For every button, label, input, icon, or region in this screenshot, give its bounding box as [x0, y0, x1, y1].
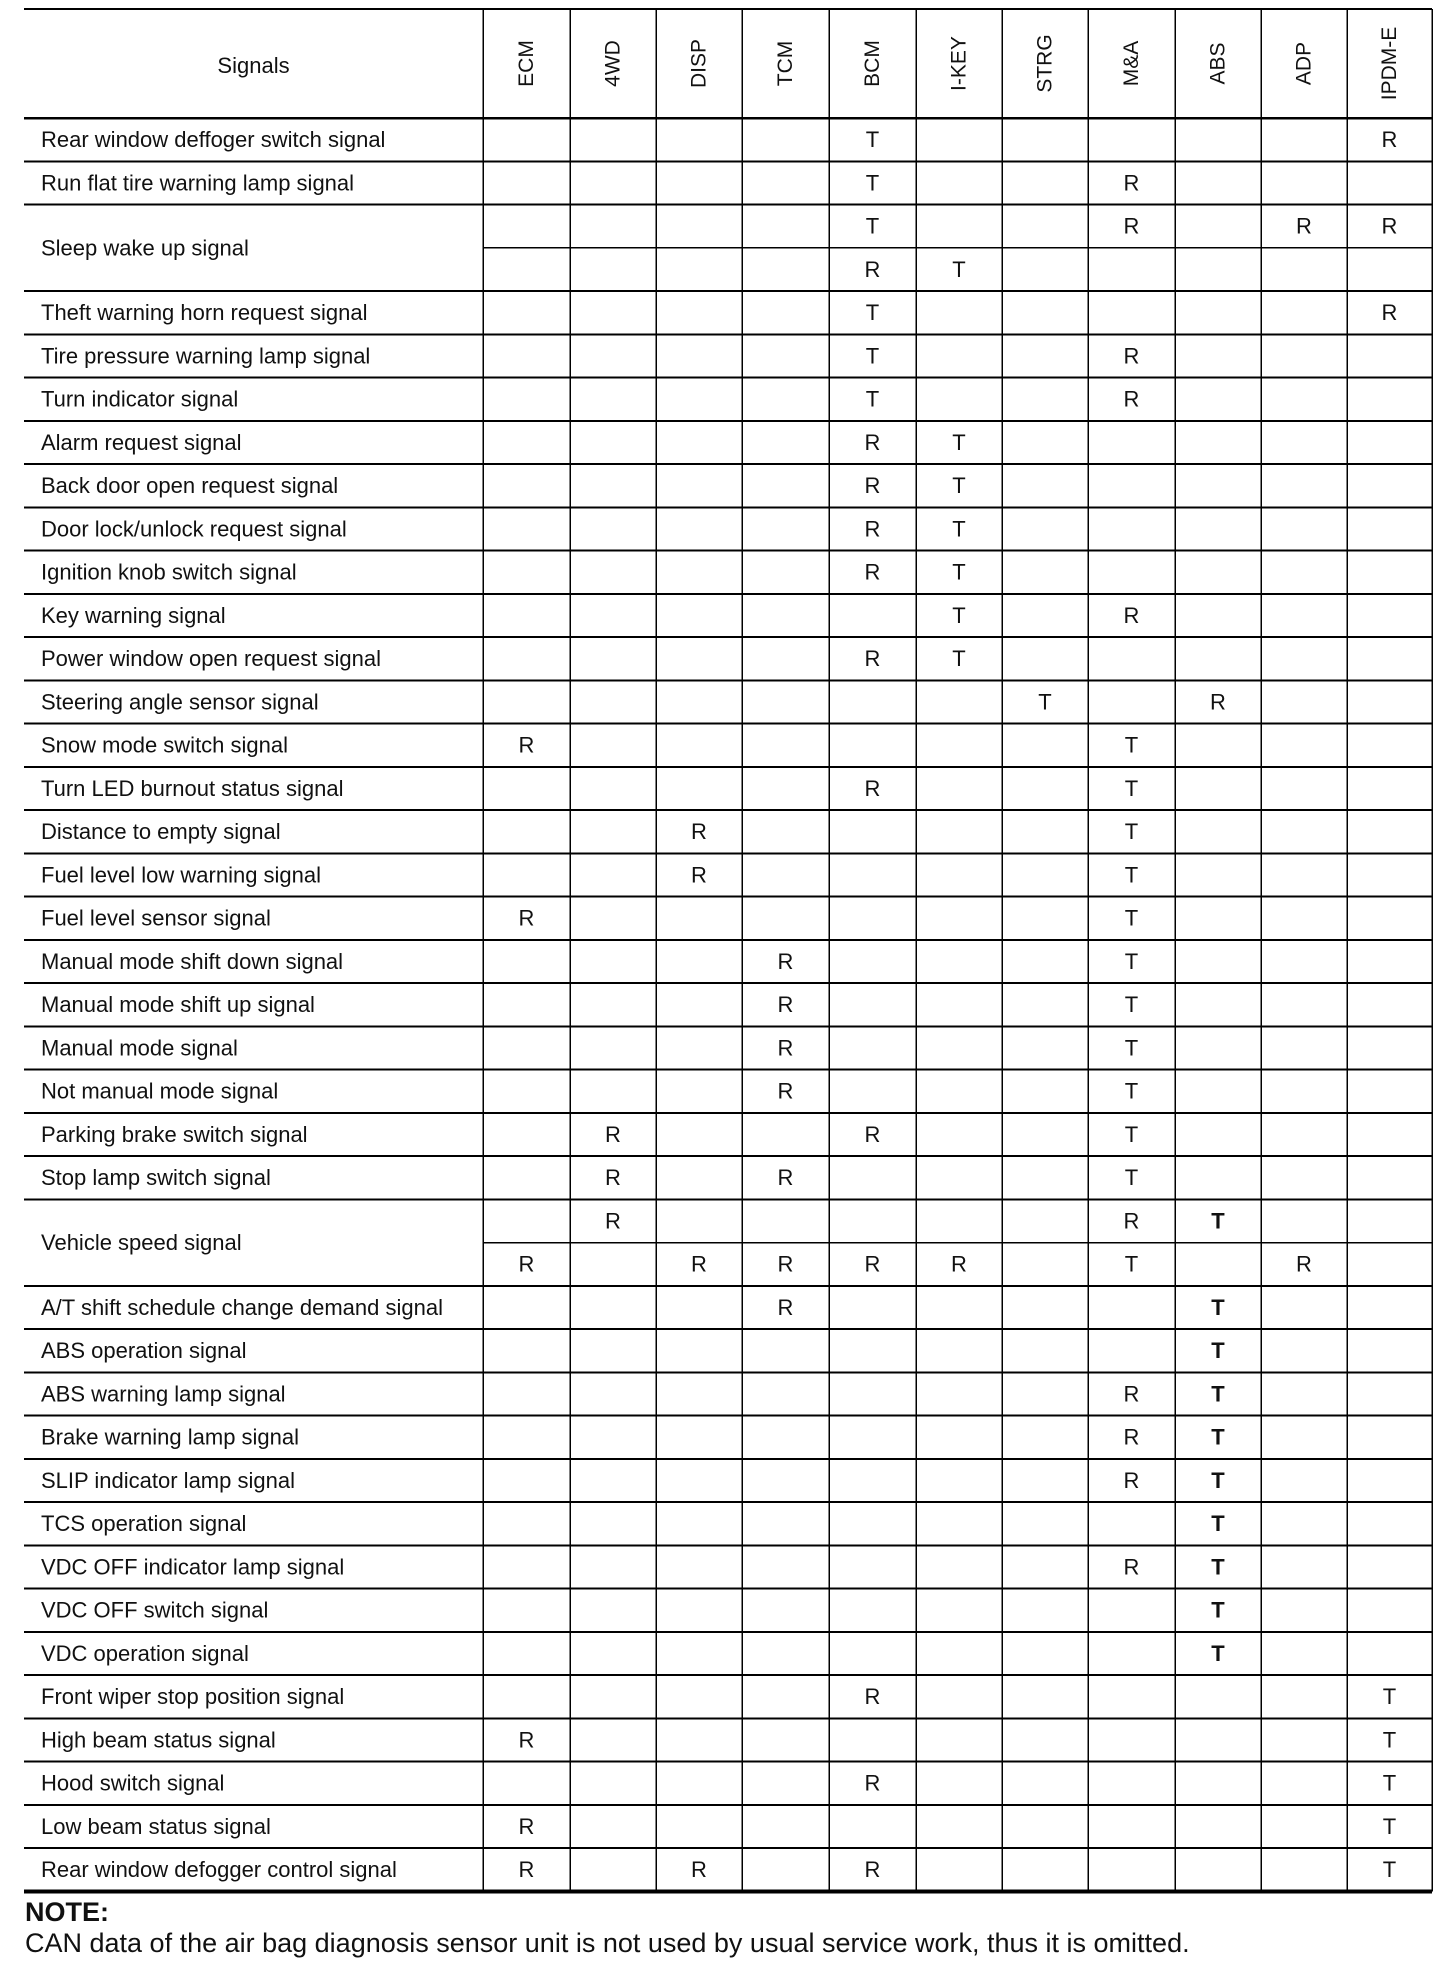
- signal-label: Back door open request signal: [41, 473, 339, 499]
- cell-ecm: R: [518, 1727, 535, 1753]
- cell-bcm: R: [864, 1770, 881, 1796]
- note-section: [25, 1897, 1445, 1959]
- cell-abs: T: [1211, 1381, 1225, 1407]
- cell-ecm: R: [518, 1813, 535, 1839]
- signal-label: Turn indicator signal: [41, 386, 239, 412]
- cell-4wd: R: [605, 1121, 621, 1147]
- header-col-bcm: BCM: [861, 40, 884, 87]
- header-col-strg: STRG: [1033, 34, 1057, 93]
- signal-label: Not manual mode signal: [41, 1078, 279, 1104]
- cell-bcm: T: [865, 300, 880, 326]
- cell-adp: R: [1296, 213, 1312, 239]
- signal-label: Run flat tire warning lamp signal: [41, 170, 355, 196]
- cell-tcm: R: [777, 992, 794, 1018]
- signal-label: Rear window defogger control signal: [41, 1857, 397, 1883]
- signal-label: Door lock/unlock request signal: [41, 516, 347, 542]
- signal-label: Low beam status signal: [41, 1813, 271, 1839]
- cell-abs: R: [1210, 689, 1226, 715]
- signal-label: Fuel level sensor signal: [41, 905, 271, 931]
- signal-label: Power window open request signal: [41, 646, 381, 672]
- signal-label: VDC OFF indicator lamp signal: [41, 1554, 345, 1580]
- cell-ipdm-e: T: [1382, 1727, 1397, 1753]
- cell-abs: T: [1211, 1208, 1225, 1234]
- header-col-disp: DISP: [687, 38, 711, 89]
- cell-i-key: T: [952, 646, 966, 672]
- cell-m-a: T: [1124, 905, 1139, 931]
- header-col-i-key: I-KEY: [947, 36, 971, 91]
- cell-m-a: T: [1124, 862, 1139, 888]
- cell-bcm: R: [864, 473, 881, 499]
- signal-label: A/T shift schedule change demand signal: [41, 1294, 443, 1320]
- cell-i-key: T: [952, 516, 966, 542]
- signal-label: Sleep wake up signal: [41, 235, 249, 261]
- cell-ecm: R: [518, 1857, 535, 1883]
- signal-label: Key warning signal: [41, 602, 226, 628]
- cell-abs: T: [1211, 1511, 1225, 1537]
- signal-label: ABS operation signal: [41, 1338, 247, 1364]
- cell-disp: R: [691, 1857, 707, 1883]
- cell-4wd: R: [605, 1165, 621, 1191]
- cell-i-key: T: [952, 429, 966, 455]
- cell-i-key: T: [952, 256, 966, 282]
- cell-tcm: R: [777, 1035, 794, 1061]
- cell-m-a: T: [1124, 992, 1139, 1018]
- cell-tcm: R: [777, 1251, 794, 1277]
- signal-label: VDC OFF switch signal: [41, 1597, 269, 1623]
- signal-label: Brake warning lamp signal: [41, 1424, 300, 1450]
- cell-abs: T: [1211, 1554, 1225, 1580]
- header-col-m-a: M&A: [1120, 40, 1143, 87]
- cell-bcm: R: [864, 1857, 881, 1883]
- cell-tcm: R: [777, 948, 794, 974]
- signal-label: Rear window deffoger switch signal: [41, 127, 386, 153]
- cell-m-a: R: [1123, 213, 1140, 239]
- note-title: NOTE:: [25, 1897, 109, 1927]
- cell-m-a: R: [1123, 1424, 1140, 1450]
- cell-m-a: T: [1124, 1165, 1139, 1191]
- signal-label: Hood switch signal: [41, 1770, 225, 1796]
- cell-i-key: T: [952, 602, 966, 628]
- cell-m-a: T: [1124, 1078, 1139, 1104]
- cell-ipdm-e: T: [1382, 1813, 1397, 1839]
- signal-label: ABS warning lamp signal: [41, 1381, 286, 1407]
- signal-label: Alarm request signal: [41, 429, 242, 455]
- cell-abs: T: [1211, 1338, 1225, 1364]
- cell-ecm: R: [518, 905, 535, 931]
- signal-label: Theft warning horn request signal: [41, 300, 368, 326]
- signal-label: Manual mode shift up signal: [41, 992, 315, 1018]
- cell-bcm: R: [864, 429, 881, 455]
- cell-ipdm-e: R: [1381, 300, 1398, 326]
- signal-label: SLIP indicator lamp signal: [41, 1467, 295, 1493]
- cell-bcm: R: [864, 1121, 881, 1147]
- cell-ipdm-e: R: [1381, 213, 1398, 239]
- cell-abs: T: [1211, 1597, 1225, 1623]
- signal-label: Fuel level low warning signal: [41, 862, 322, 888]
- signal-label: Vehicle speed signal: [41, 1230, 242, 1255]
- cell-bcm: R: [864, 256, 881, 282]
- cell-m-a: R: [1123, 1208, 1140, 1234]
- cell-bcm: R: [864, 646, 881, 672]
- signal-label: High beam status signal: [41, 1727, 276, 1753]
- cell-ipdm-e: T: [1382, 1857, 1397, 1883]
- cell-i-key: R: [951, 1251, 967, 1277]
- cell-bcm: R: [864, 559, 881, 585]
- signal-label: Stop lamp switch signal: [41, 1165, 271, 1191]
- cell-m-a: R: [1123, 343, 1140, 369]
- signal-label: Steering angle sensor signal: [41, 689, 319, 715]
- signal-label: VDC operation signal: [41, 1640, 249, 1666]
- cell-m-a: R: [1123, 386, 1140, 412]
- cell-abs: T: [1211, 1294, 1225, 1320]
- cell-tcm: R: [777, 1165, 794, 1191]
- header-col-tcm: TCM: [774, 40, 797, 87]
- cell-m-a: R: [1123, 170, 1140, 196]
- signal-label: Parking brake switch signal: [41, 1121, 308, 1147]
- cell-strg: T: [1038, 689, 1052, 715]
- cell-i-key: T: [952, 559, 966, 585]
- cell-m-a: R: [1123, 1554, 1140, 1580]
- cell-m-a: T: [1124, 1035, 1139, 1061]
- cell-bcm: T: [865, 213, 880, 239]
- cell-bcm: R: [864, 1251, 881, 1277]
- cell-disp: R: [691, 862, 707, 888]
- cell-m-a: T: [1124, 1251, 1139, 1277]
- cell-disp: R: [691, 1251, 707, 1277]
- cell-bcm: T: [865, 386, 880, 412]
- cell-disp: R: [691, 819, 707, 845]
- cell-tcm: R: [777, 1078, 794, 1104]
- header-col-adp: ADP: [1292, 41, 1316, 86]
- cell-i-key: T: [952, 473, 966, 499]
- signal-label: Turn LED burnout status signal: [41, 775, 344, 801]
- cell-bcm: R: [864, 516, 881, 542]
- cell-m-a: R: [1123, 602, 1140, 628]
- cell-adp: R: [1296, 1251, 1312, 1277]
- header-col-ipdm-e: IPDM-E: [1378, 26, 1401, 101]
- header-col-abs: ABS: [1206, 42, 1230, 85]
- signal-label: Manual mode shift down signal: [41, 948, 344, 974]
- cell-m-a: T: [1124, 775, 1139, 801]
- cell-ipdm-e: T: [1382, 1684, 1397, 1710]
- cell-bcm: T: [865, 170, 880, 196]
- cell-bcm: R: [864, 775, 881, 801]
- cell-m-a: T: [1124, 948, 1139, 974]
- cell-4wd: R: [605, 1208, 621, 1234]
- cell-ipdm-e: T: [1382, 1770, 1397, 1796]
- cell-m-a: T: [1124, 1121, 1139, 1147]
- cell-bcm: T: [865, 127, 880, 153]
- signal-label: Snow mode switch signal: [41, 732, 289, 758]
- note-text: CAN data of the air bag diagnosis sensor unit is not used by usual service work, thus it is omitted.: [25, 1928, 1190, 1958]
- signal-label: Manual mode signal: [41, 1035, 238, 1061]
- header-col-4wd: 4WD: [601, 40, 625, 87]
- signal-label: Ignition knob switch signal: [41, 559, 297, 585]
- cell-m-a: T: [1124, 732, 1139, 758]
- cell-abs: T: [1211, 1424, 1225, 1450]
- cell-bcm: T: [865, 343, 880, 369]
- signal-label: Tire pressure warning lamp signal: [41, 343, 371, 369]
- signal-label: Distance to empty signal: [41, 819, 281, 845]
- cell-m-a: R: [1123, 1381, 1140, 1407]
- header-col-ecm: ECM: [515, 40, 538, 87]
- cell-abs: T: [1211, 1467, 1225, 1493]
- signal-label: Front wiper stop position signal: [41, 1684, 345, 1710]
- signal-label: TCS operation signal: [41, 1511, 247, 1537]
- cell-abs: T: [1211, 1640, 1225, 1666]
- cell-tcm: R: [777, 1294, 794, 1320]
- cell-bcm: R: [864, 1684, 881, 1710]
- cell-m-a: R: [1123, 1467, 1140, 1493]
- cell-m-a: T: [1124, 819, 1139, 845]
- cell-ipdm-e: R: [1381, 127, 1398, 153]
- cell-ecm: R: [518, 1251, 535, 1277]
- header-signals: Signals: [217, 53, 290, 78]
- cell-ecm: R: [518, 732, 535, 758]
